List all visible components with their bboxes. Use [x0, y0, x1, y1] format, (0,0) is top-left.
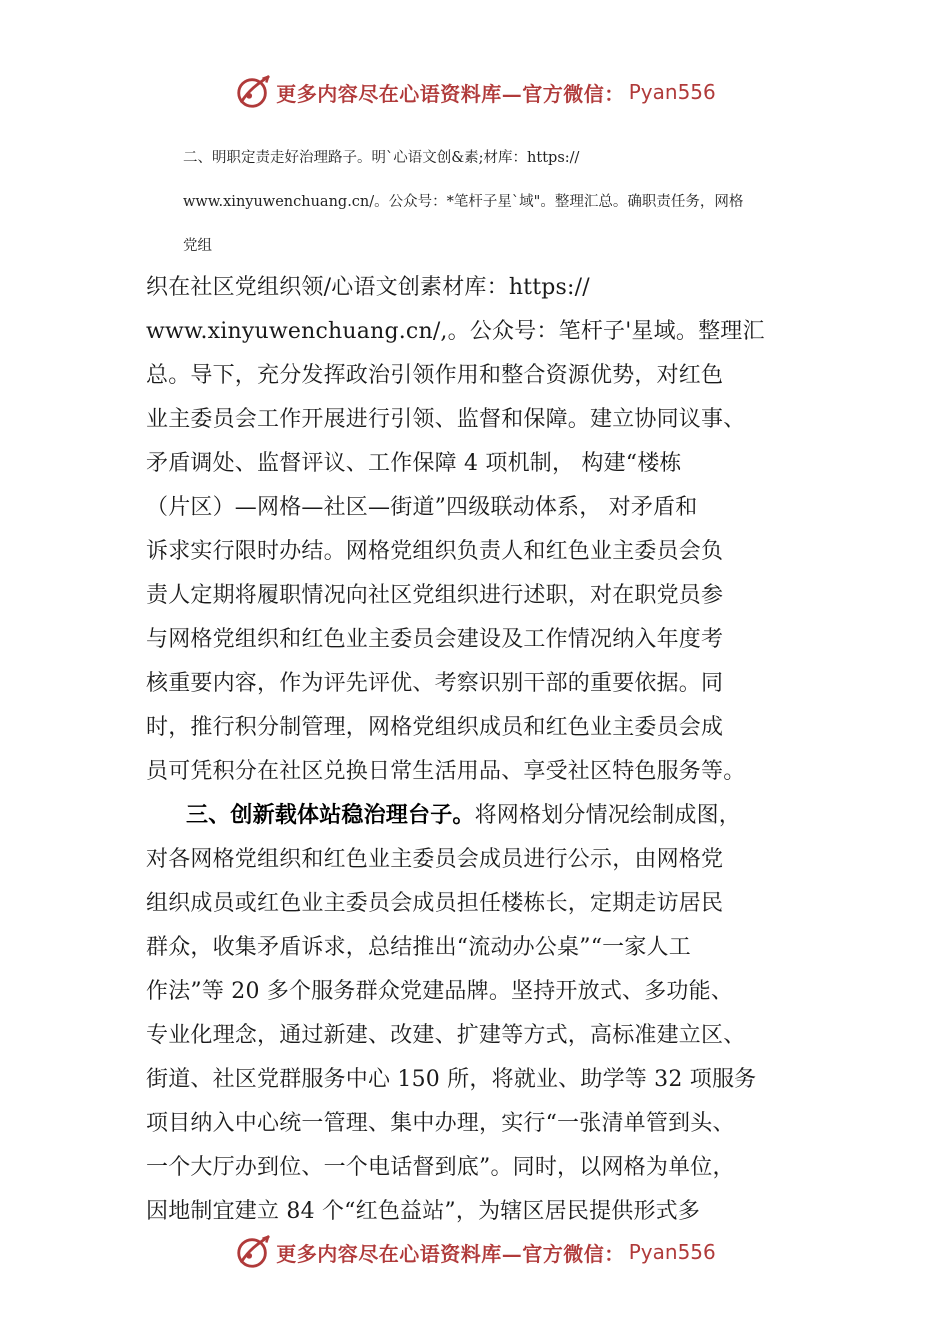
body-text-line: 对各网格党组织和红色业主委员会成员进行公示，由网格党 — [146, 847, 724, 872]
section-3-first-line-text: 将网格划分情况绘制成图， — [474, 803, 742, 828]
body-text-line: 员可凭积分在社区兑换日常生活用品、享受社区特色服务等。 — [146, 759, 746, 784]
body-text-line: 作法”等 20 多个服务群众党建品牌。坚持开放式、多功能、 — [146, 979, 734, 1004]
banner-wechat-id: Pyan556 — [628, 80, 716, 104]
body-text-line: 业主委员会工作开展进行引领、监督和保障。建立协同议事、 — [146, 407, 746, 432]
section-3-heading: 三、创新载体站稳治理台子。 — [186, 803, 475, 828]
body-text-line: www.xinyuwenchuang.cn/,。公众号：笔杆子'星域。整理汇 — [146, 319, 765, 344]
body-text-line: 织在社区党组织领/心语文创素材库：https:// — [146, 275, 590, 300]
body-text-line: 总。导下，充分发挥政治引领作用和整合资源优势，对红色 — [146, 363, 724, 388]
body-text-line: （片区）—网格—社区—街道”四级联动体系， 对矛盾和 — [146, 495, 698, 520]
body-text-line: 时，推行积分制管理，网格党组织成员和红色业主委员会成 — [146, 715, 724, 740]
body-text-line: 责人定期将履职情况向社区党组织进行述职，对在职党员参 — [146, 583, 724, 608]
footer-watermark-banner — [0, 1230, 950, 1274]
banner-text: 更多内容尽在心语资料库—官方微信： — [276, 81, 625, 106]
section-3-first-line — [186, 798, 741, 829]
small-text-line: www.xinyuwenchuang.cn/。公众号：*笔杆子星`域"。整理汇总。确职责任务，网格 — [183, 194, 744, 210]
small-text-line: 二、明职定责走好治理路子。明`心语文创&素;材库：https:// — [183, 150, 580, 166]
body-text-line: 一个大厅办到位、一个电话督到底”。同时，以网格为单位， — [146, 1155, 735, 1180]
body-text-line: 群众，收集矛盾诉求，总结推出“流动办公桌”“一家人工 — [146, 935, 691, 960]
body-text-line: 诉求实行限时办结。网格党组织负责人和红色业主委员会负 — [146, 539, 724, 564]
logo-icon — [234, 1233, 272, 1271]
header-watermark-banner — [0, 70, 950, 114]
body-text-line: 核重要内容，作为评先评优、考察识别干部的重要依据。同 — [146, 671, 724, 696]
small-text-line: 党组 — [183, 238, 212, 254]
body-text-line: 矛盾调处、监督评议、工作保障 4 项机制， 构建“楼栋 — [146, 451, 682, 476]
body-text-line: 街道、社区党群服务中心 150 所，将就业、助学等 32 项服务 — [146, 1067, 757, 1092]
body-text-line: 项目纳入中心统一管理、集中办理，实行“一张清单管到头、 — [146, 1111, 735, 1136]
body-text-line: 因地制宜建立 84 个“红色益站”，为辖区居民提供形式多 — [146, 1199, 701, 1224]
body-text-line: 组织成员或红色业主委员会成员担任楼栋长，定期走访居民 — [146, 891, 724, 916]
logo-icon — [234, 73, 272, 111]
body-text-line: 与网格党组织和红色业主委员会建设及工作情况纳入年度考 — [146, 627, 724, 652]
banner-text: 更多内容尽在心语资料库—官方微信： — [276, 1241, 625, 1266]
banner-wechat-id: Pyan556 — [628, 1240, 716, 1264]
body-text-line: 专业化理念，通过新建、改建、扩建等方式，高标准建立区、 — [146, 1023, 746, 1048]
